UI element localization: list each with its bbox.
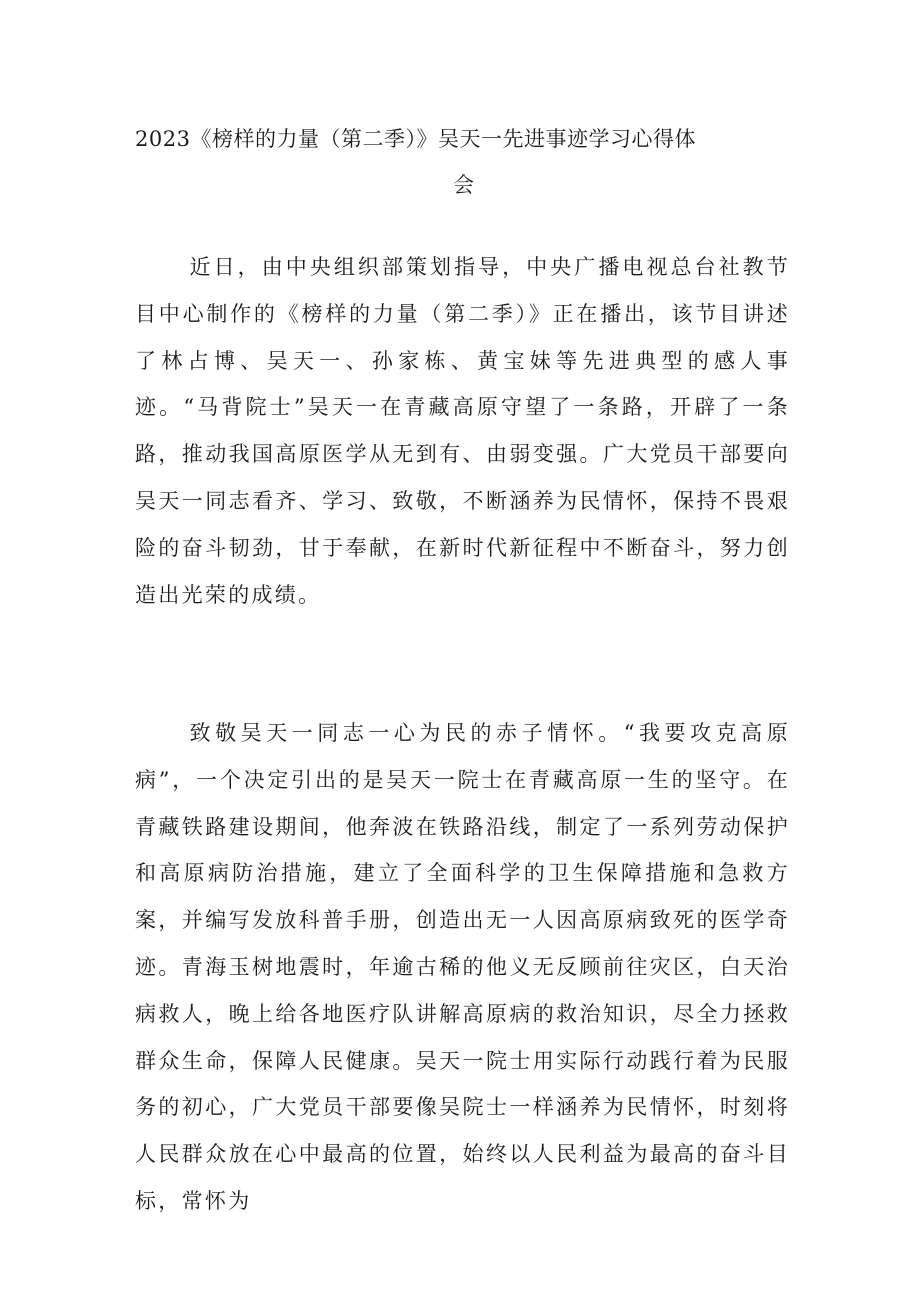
document-title-line-1: 2023《榜样的力量（第二季）》吴天一先进事迹学习心得体 — [135, 127, 696, 151]
body-paragraph-1: 近日，由中央组织部策划指导，中央广播电视总台社教节目中心制作的《榜样的力量（第二季）》正在播出，该节目讲述了林占博、吴天一、孙家栋、黄宝妹等先进典型的感人事迹。“马背院士”吴天一在青藏高原守望了一条路，开辟了一条路，推动我国高原医学从无到有、由弱变强。广大党员干部要向吴天一同志看齐、学习、致敬，不断涵养为民情怀，保持不畏艰险的奋斗韧劲，甘于奉献，在新时代新征程中不断奋斗，努力创造出光荣的成绩。 — [135, 255, 790, 607]
document-title-line-2: 会 — [453, 173, 475, 197]
body-paragraph-2: 致敬吴天一同志一心为民的赤子情怀。“我要攻克高原病”，一个决定引出的是吴天一院士在青藏高原一生的坚守。在青藏铁路建设期间，他奔波在铁路沿线，制定了一系列劳动保护和高原病防治措施，建立了全面科学的卫生保障措施和急救方案，并编写发放科普手册，创造出无一人因高原病致死的医学奇迹。青海玉树地震时，年逾古稀的他义无反顾前往灾区，白天治病救人，晚上给各地医疗队讲解高原病的救治知识，尽全力拯救群众生命，保障人民健康。吴天一院士用实际行动践行着为民服务的初心，广大党员干部要像吴院士一样涵养为民情怀，时刻将人民群众放在心中最高的位置，始终以人民利益为最高的奋斗目标，常怀为 — [135, 721, 790, 1213]
